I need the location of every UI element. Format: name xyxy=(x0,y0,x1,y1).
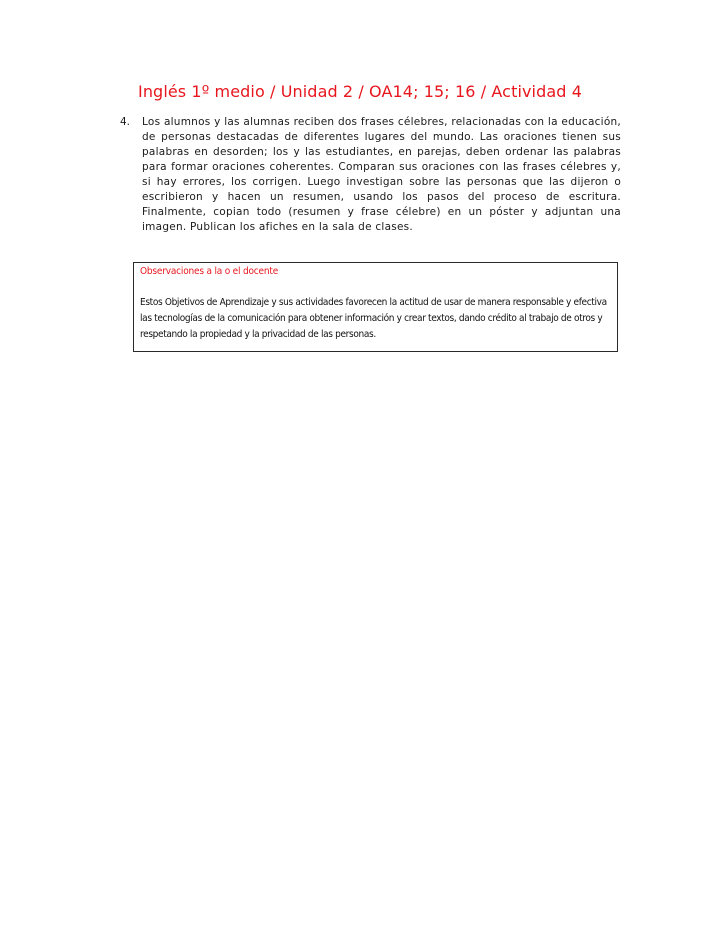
teacher-observations-box xyxy=(133,262,618,352)
activity-number: 4. xyxy=(120,116,131,128)
observations-heading: Observaciones a la o el docente xyxy=(140,266,279,277)
activity-description: Los alumnos y las alumnas reciben dos frases célebres, relacionadas con la educación, de personas destacadas de diferentes lugares del mundo. Las oraciones tienen sus palabras en desorden; los y las estudiantes, en parejas, deben ordenar las palabras para formar oraciones coherentes. Comparan sus oraciones con las frases célebres y, si hay errores, los corrigen. Luego investigan sobre las personas que las dijeron o escribieron y hacen un resumen, usando los pasos del proceso de escritura. Finalmente, copian todo (resumen y frase célebre) en un póster y adjuntan una imagen. Publican los afiches en la sala de clases. xyxy=(142,116,621,233)
observations-text: Estos Objetivos de Aprendizaje y sus actividades favorecen la actitud de usar de manera responsable y efectiva las tecnologías de la comunicación para obtener información y crear textos, dando crédito al trabajo de otros y respetando la propiedad y la privacidad de las personas. xyxy=(140,297,607,340)
page-title: Inglés 1º medio / Unidad 2 / OA14; 15; 16 / Actividad 4 xyxy=(138,82,582,101)
activity-item xyxy=(120,115,621,235)
